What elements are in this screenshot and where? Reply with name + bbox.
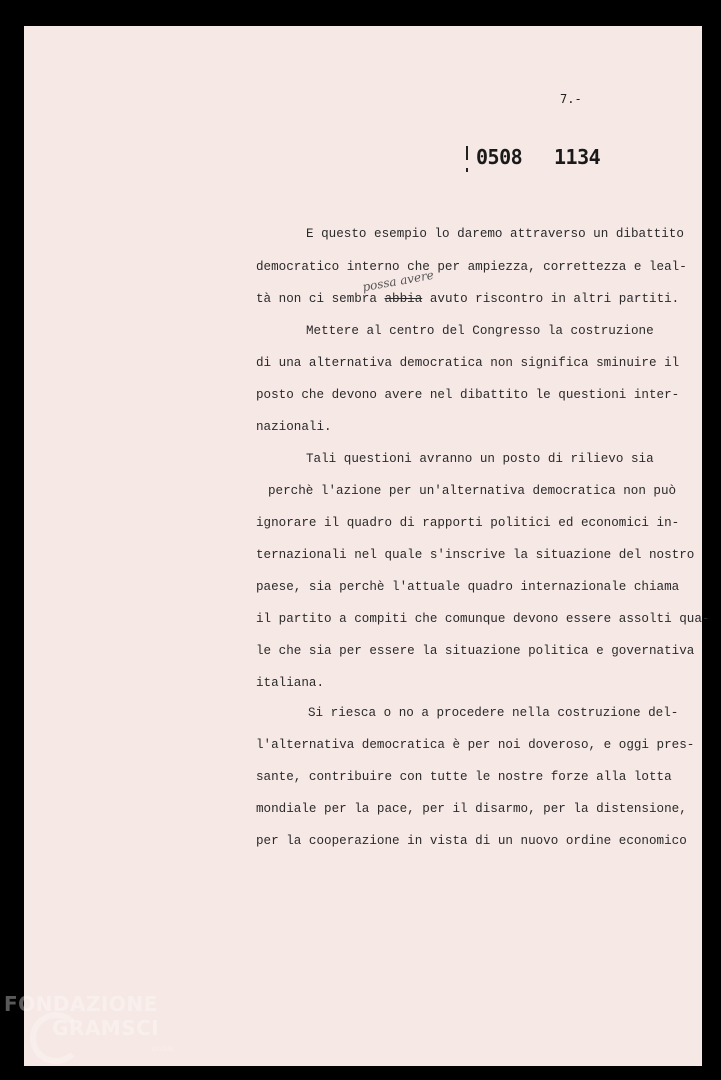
text-line: E questo esempio lo daremo attraverso un dibattito [306, 227, 684, 241]
text-line: italiana. [256, 676, 325, 690]
watermark-line2: GRAMSCI [52, 1016, 160, 1040]
stamp-mark [466, 168, 468, 172]
text-line: Mettere al centro del Congresso la costruzione [306, 324, 654, 338]
text-line: ternazionali nel quale s'inscrive la situazione del nostro [256, 548, 695, 562]
text-line: ignorare il quadro di rapporti politici ed economici in- [256, 516, 680, 530]
document-page [24, 26, 710, 1066]
text-line: per la cooperazione in vista di un nuovo ordine economico [256, 834, 687, 848]
archive-stamp-right: 1134 [554, 145, 601, 169]
text-line: sante, contribuire con tutte le nostre forze alla lotta [256, 770, 672, 784]
text-line: paese, sia perchè l'attuale quadro internazionale chiama [256, 580, 680, 594]
page-number: 7.- [560, 92, 582, 106]
struck-word: abbia [384, 292, 423, 306]
text-line: nazionali. [256, 420, 332, 434]
text-line: posto che devono avere nel dibattito le questioni inter- [256, 388, 680, 402]
text-line: Si riesca o no a procedere nella costruzione del- [308, 706, 679, 720]
text-line: perchè l'azione per un'alternativa democratica non può [268, 484, 677, 498]
text-line: Tali questioni avranno un posto di rilievo sia [306, 452, 654, 466]
text-line: democratico interno che per ampiezza, correttezza e leal- [256, 260, 687, 274]
text-line-with-correction: tà non ci sembra abbia avuto riscontro in altri partiti. [256, 292, 680, 306]
handwritten-insertion: possa avere [361, 267, 435, 295]
stamp-mark [466, 146, 468, 160]
watermark-line1: FONDAZIONE [4, 992, 158, 1016]
text-line: l'alternativa democratica è per noi doveroso, e oggi pres- [256, 738, 695, 752]
text-line: mondiale per la pace, per il disarmo, per la distensione, [256, 802, 687, 816]
text-line: il partito a compiti che comunque devono essere assolti qua- [256, 612, 710, 626]
text-line: di una alternativa democratica non significa sminuire il [256, 356, 680, 370]
archive-stamp-left: 0508 [476, 145, 523, 169]
watermark-sub: onlus [152, 1044, 174, 1053]
text-line: le che sia per essere la situazione politica e governativa [256, 644, 695, 658]
fondazione-gramsci-watermark [4, 992, 204, 1072]
